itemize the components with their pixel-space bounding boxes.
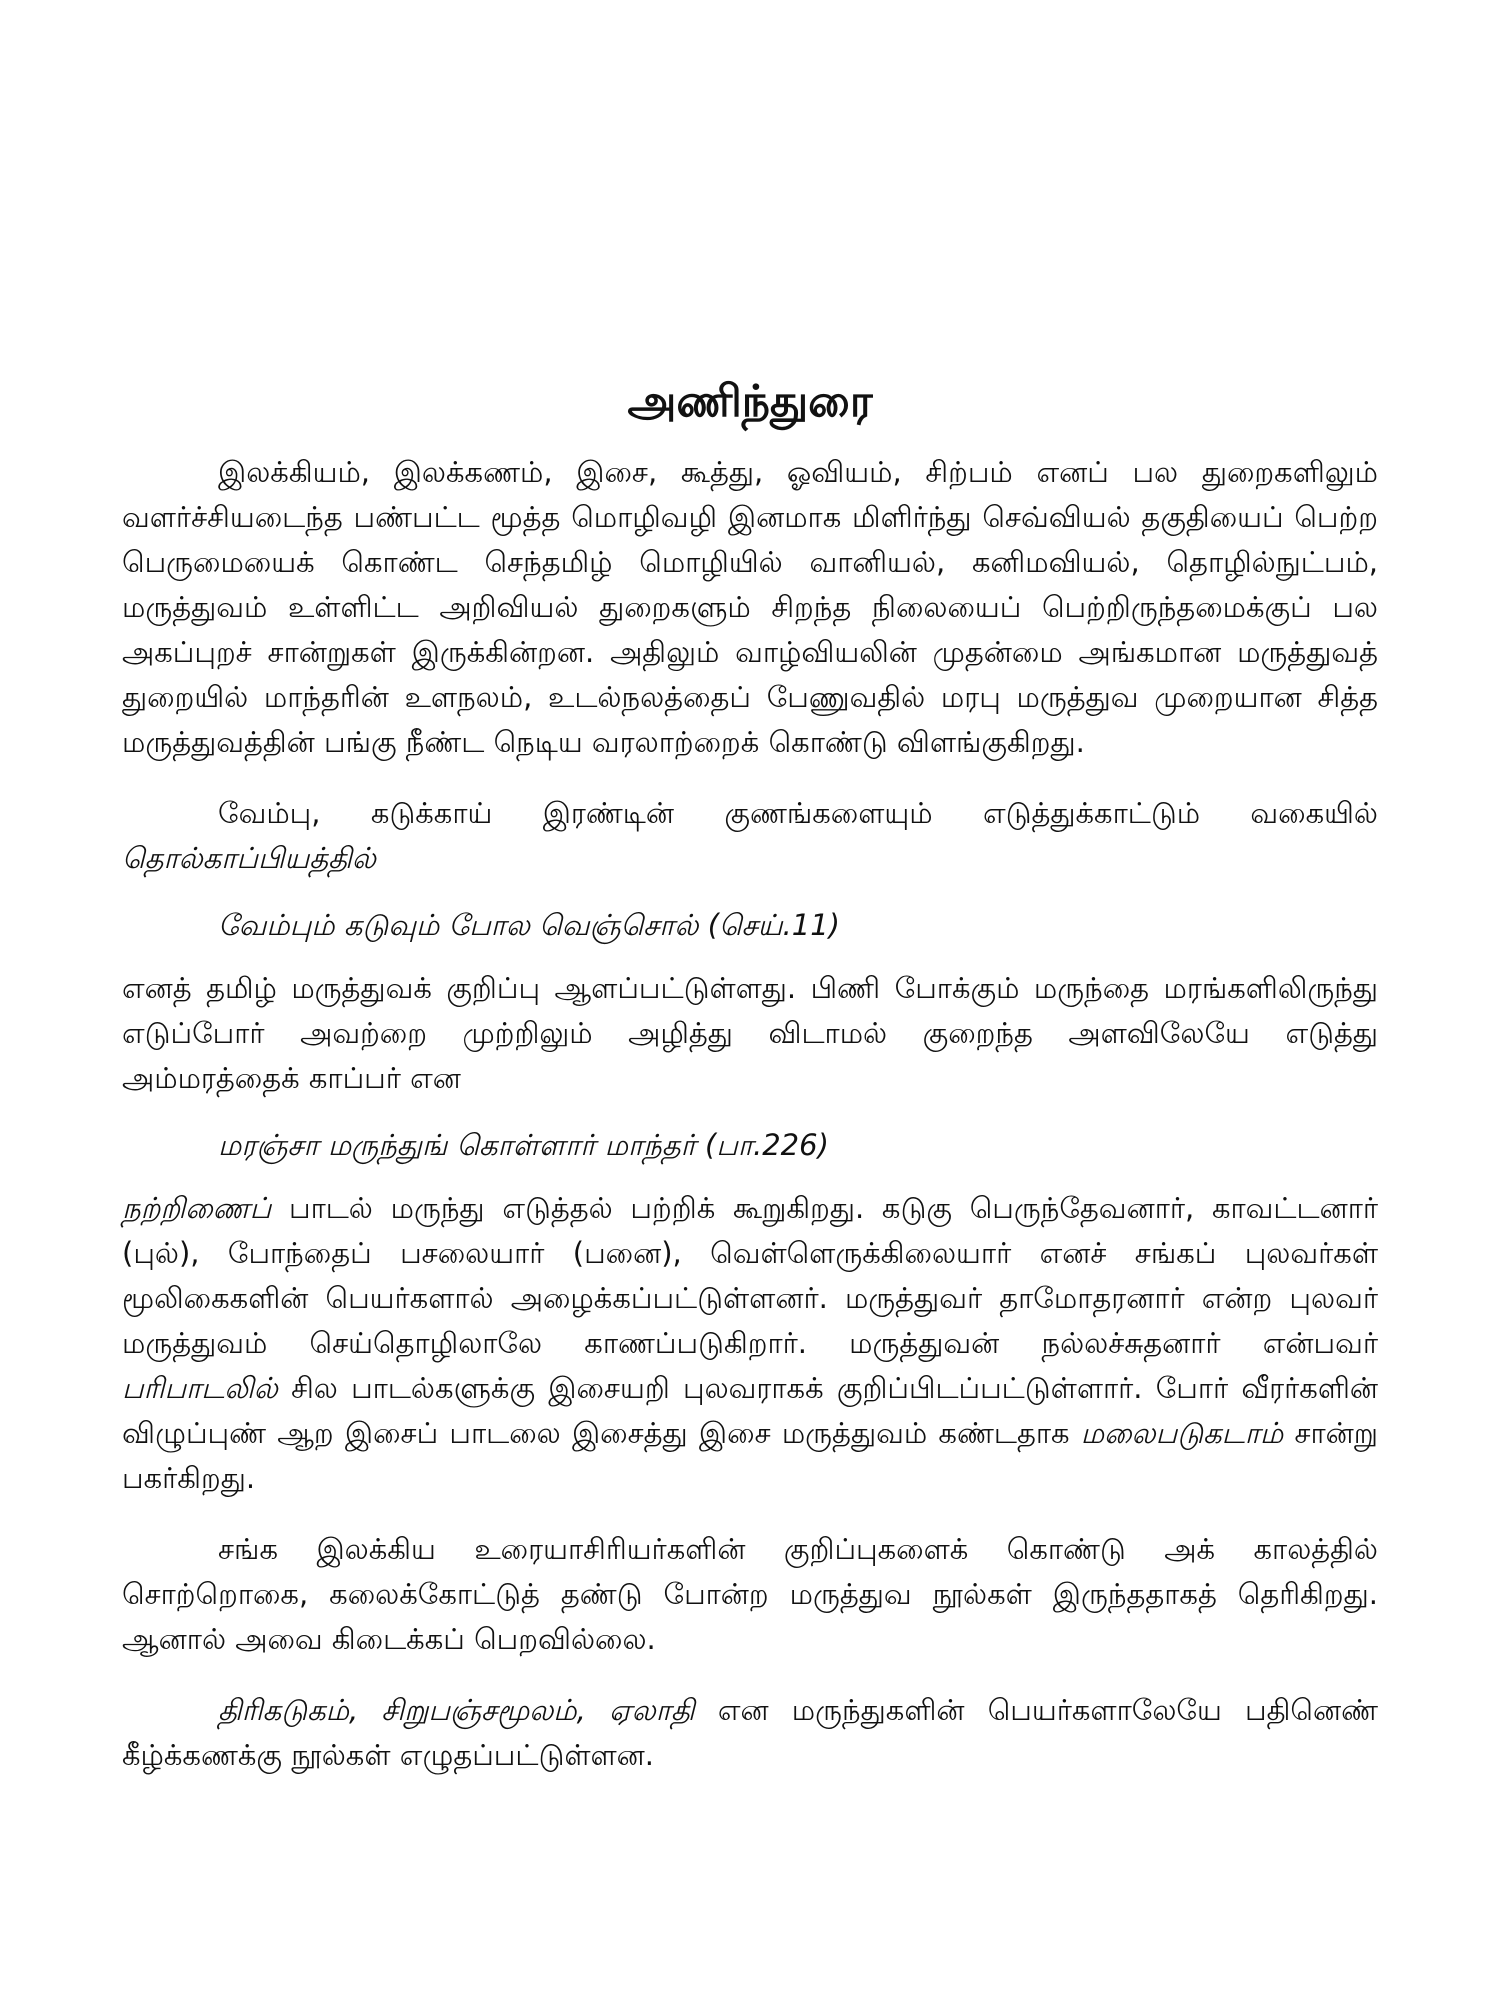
paragraph-1: இலக்கியம், இலக்கணம், இசை, கூத்து, ஓவியம், சிற்பம் எனப் பல துறைகளிலும் வளர்ச்சியடைந்த பண்பட்ட மூத்த மொழிவழி இனமாக மிளிர்ந்து செவ்வியல் தகுதியைப் பெற்ற பெருமையைக் கொண்ட செந்தமிழ் மொழியில் வானியல், கனிமவியல், தொழில்நுட்பம், மருத்துவம் உள்ளிட்ட அறிவியல் துறைகளும் சிறந்த நிலையைப் பெற்றிருந்தமைக்குப் பல அகப்புறச் சான்றுகள் இருக்கின்றன. அதிலும் வாழ்வியலின் முதன்மை அங்கமான மருத்துவத் துறையில் மாந்தரின் உளநலம், உடல்நலத்தைப் பேணுவதில் மரபு மருத்துவ முறையான சித்த மருத்துவத்தின் பங்கு நீண்ட நெடிய வரலாற்றைக் கொண்டு விளங்குகிறது. (122, 455, 1378, 759)
book-title-paripadal: பரிபாடலில் (122, 1371, 278, 1405)
book-title-natrinai: நற்றிணைப் (122, 1191, 272, 1225)
quote-1: வேம்பும் கடுவும் போல வெஞ்சொல் (செய்.11) (218, 908, 840, 942)
book-title-tolkappiyam: தொல்காப்பியத்தில் (122, 841, 377, 875)
paragraph-6-text: என மருந்துகளின் பெயர்களாலேயே பதினெண் கீழ்க்கணக்கு நூல்கள் எழுதப்பட்டுள்ளன. (122, 1693, 1378, 1772)
document-page (122, 372, 1378, 1778)
page-title: அணிந்துரை (627, 376, 873, 427)
paragraph-6 (122, 1688, 1378, 1778)
paragraph-2-text: வேம்பு, கடுக்காய் இரண்டின் குணங்களையும் எடுத்துக்காட்டும் வகையில் (218, 796, 1378, 830)
paragraph-3: எனத் தமிழ் மருத்துவக் குறிப்பு ஆளப்பட்டுள்ளது. பிணி போக்கும் மருந்தை மரங்களிலிருந்து எடுப்போர் அவற்றை முற்றிலும் அழித்து விடாமல் குறைந்த அளவிலேயே எடுத்து அம்மரத்தைக் காப்பர் என (122, 971, 1378, 1095)
book-title-malaipadukadam: மலைபடுகடாம் (1080, 1416, 1284, 1450)
book-titles-kilkanakku: திரிகடுகம், சிறுபஞ்சமூலம், ஏலாதி (218, 1693, 695, 1727)
paragraph-4-text-2: சில பாடல்களுக்கு இசையறி புலவராகக் குறிப்பிடப்பட்டுள்ளார். போர் வீரர்களின் விழுப்புண் ஆற இசைப் பாடலை இசைத்து இசை மருத்துவம் கண்டதாக (122, 1371, 1379, 1450)
quote-2: மரஞ்சா மருந்துங் கொள்ளார் மாந்தர் (பா.226) (218, 1128, 829, 1162)
paragraph-2 (122, 791, 1378, 881)
paragraph-4-text-1: பாடல் மருந்து எடுத்தல் பற்றிக் கூறுகிறது. கடுகு பெருந்தேவனார், காவட்டனார் (புல்), போந்தைப் பசலையார் (பனை), வெள்ளெருக்கிலையார் எனச் சங்கப் புலவர்கள் மூலிகைகளின் பெயர்களால் அழைக்கப்பட்டுள்ளனர். மருத்துவர் தாமோதரனார் என்ற புலவர் மருத்துவம் செய்தொழிலாலே காணப்படுகிறார். மருத்துவன் நல்லச்சுதனார் என்பவர் (122, 1191, 1378, 1360)
paragraph-4 (122, 1186, 1378, 1501)
paragraph-4-text-3: சான்று பகர்கிறது. (122, 1416, 1379, 1495)
paragraph-5: சங்க இலக்கிய உரையாசிரியர்களின் குறிப்புகளைக் கொண்டு அக் காலத்தில் சொற்றொகை, கலைக்கோட்டுத் தண்டு போன்ற மருத்துவ நூல்கள் இருந்ததாகத் தெரிகிறது. ஆனால் அவை கிடைக்கப் பெறவில்லை. (122, 1532, 1378, 1656)
